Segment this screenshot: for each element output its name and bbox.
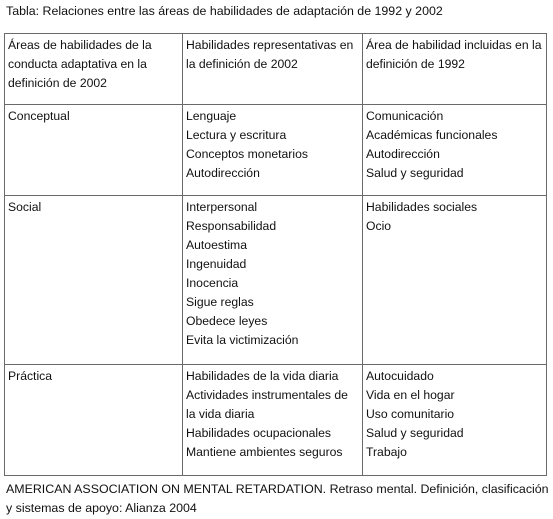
area-cell: Conceptual: [5, 105, 183, 196]
table-row-social: [5, 196, 547, 365]
list-item: Autodirección: [186, 166, 260, 180]
table-header-row: [5, 34, 547, 105]
list-item: Lenguaje: [186, 109, 237, 123]
list-item: Ingenuidad: [186, 257, 247, 271]
table-caption: Tabla: Relaciones entre las áreas de habilidades de adaptación de 1992 y 2002: [6, 4, 443, 18]
list-item: Evita la victimización: [186, 333, 299, 347]
list-item: Inocencia: [186, 276, 239, 290]
list-item: Ocio: [366, 219, 392, 233]
list-item: Trabajo: [366, 445, 407, 459]
list-item: Académicas funcionales: [366, 128, 498, 142]
list-item: Interpersonal: [186, 200, 258, 214]
skills-1992-cell: [363, 196, 547, 365]
area-cell: Social: [5, 196, 183, 365]
list-item: Lectura y escritura: [186, 128, 287, 142]
list-item: Salud y seguridad: [366, 166, 464, 180]
area-cell: Práctica: [5, 365, 183, 476]
list-item: Habilidades de la vida diaria: [186, 369, 339, 383]
table-row-conceptual: [5, 105, 547, 196]
skills-2002-cell: [183, 196, 363, 365]
list-item: Salud y seguridad: [366, 426, 464, 440]
skills-2002-cell: [183, 105, 363, 196]
skills-1992-cell: [363, 365, 547, 476]
list-item: Sigue reglas: [186, 295, 254, 309]
list-item: Vida en el hogar: [366, 388, 455, 402]
list-item: Conceptos monetarios: [186, 147, 308, 161]
table-row-practica: [5, 365, 547, 476]
header-cell-skills-1992: Área de habilidad incluidas en la definición de 1992: [363, 34, 547, 105]
list-item: Obedece leyes: [186, 314, 268, 328]
list-item: Comunicación: [366, 109, 444, 123]
skills-1992-cell: [363, 105, 547, 196]
list-item: Autodirección: [366, 147, 440, 161]
source-citation: AMERICAN ASSOCIATION ON MENTAL RETARDATION. Retraso mental. Definición, clasificación y sistemas de apoyo: Alianza 2004: [6, 482, 549, 515]
list-item: Habilidades sociales: [366, 200, 478, 214]
list-item: Habilidades ocupacionales: [186, 426, 331, 440]
adaptive-skills-table: [4, 33, 547, 476]
list-item: Mantiene ambientes seguros: [186, 445, 343, 459]
header-cell-areas-2002: Áreas de habilidades de la conducta adaptativa en la definición de 2002: [5, 34, 183, 105]
skills-2002-cell: [183, 365, 363, 476]
list-item: Actividades instrumentales de la vida diaria: [186, 388, 348, 421]
list-item: Uso comunitario: [366, 407, 455, 421]
list-item: Responsabilidad: [186, 219, 277, 233]
list-item: Autoestima: [186, 238, 247, 252]
list-item: Autocuidado: [366, 369, 434, 383]
header-cell-skills-2002: Habilidades representativas en la definición de 2002: [183, 34, 363, 105]
